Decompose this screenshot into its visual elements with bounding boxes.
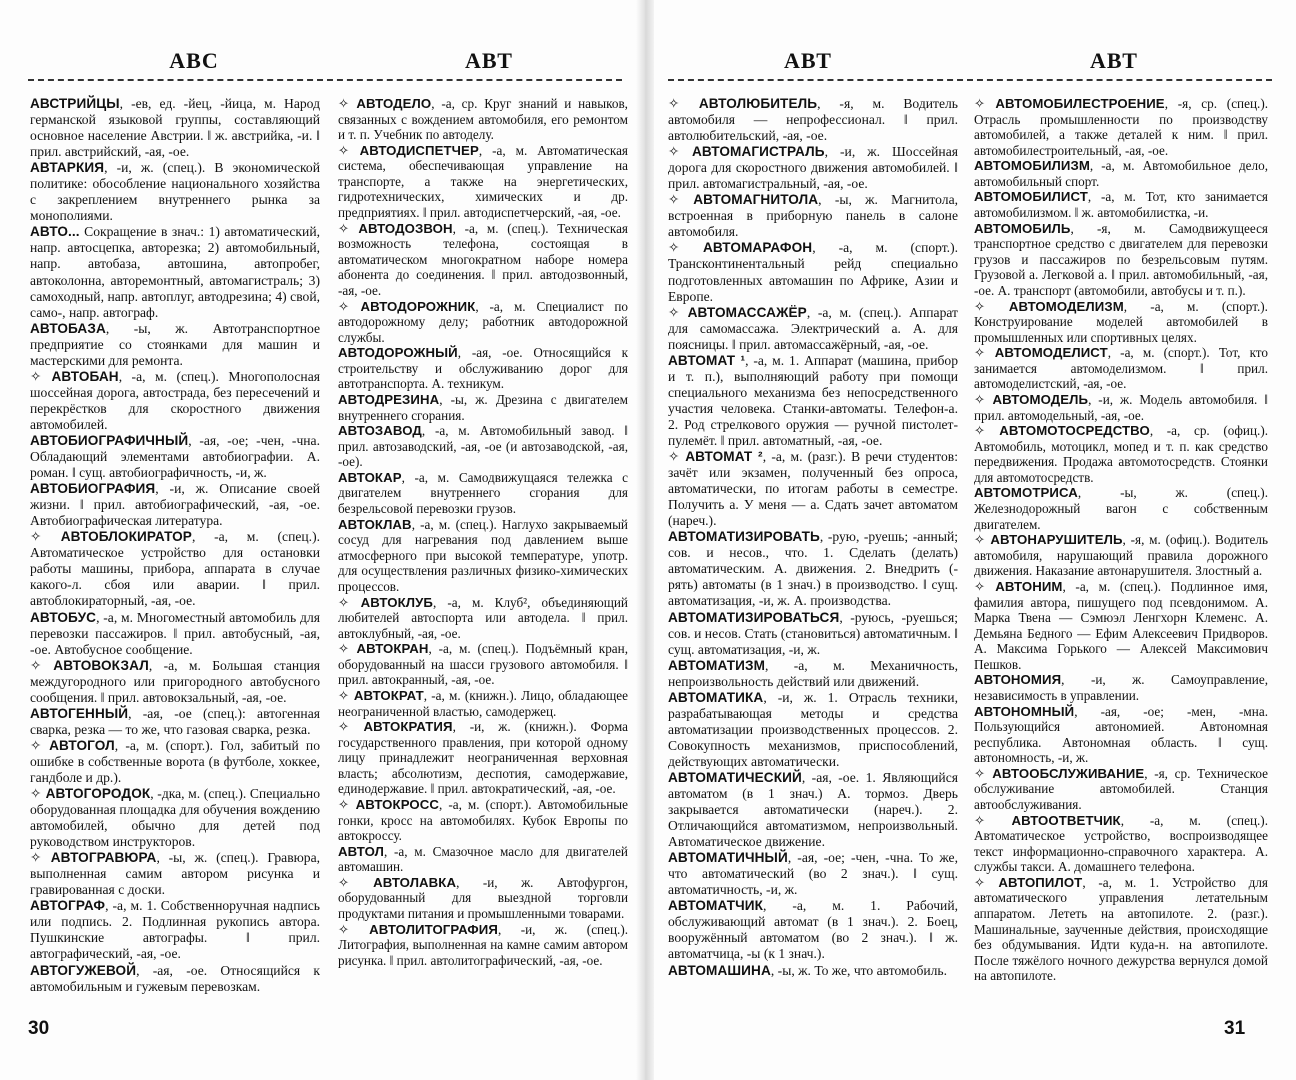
dictionary-entry [668, 449, 958, 529]
dictionary-entry [974, 345, 1268, 392]
headword: АВТОГРАФ [30, 898, 106, 914]
dictionary-entry [974, 875, 1268, 984]
dictionary-entry [974, 579, 1268, 672]
dictionary-entry [30, 321, 320, 369]
headword: ✧ АВТОКРАТ [338, 687, 424, 703]
definition: , -и, ж. Модель автомобиля. ‖ прил. автомодельный, -ая, -ое. [974, 391, 1268, 423]
headword: АВТОБИОГРАФИЯ [30, 481, 156, 497]
dictionary-entry [974, 221, 1268, 299]
dictionary-entry [30, 738, 320, 786]
dictionary-entry [668, 658, 958, 690]
dictionary-entry [338, 844, 628, 875]
headword: АВТОМОБИЛЬ [974, 220, 1071, 236]
definition: , -а, м. (спец.). Подлинное имя, фамилия автора, пишущего под псевдонимом. А. Марка Твена — Сэмюэл Ленгхорн Клеменс. А. Демьяна Бедного — Ефим Алексеевич Придворов. А. Максима Горького — Алексей Максимович Пешков. [974, 578, 1268, 672]
headword: ✧ АВТОДИСПЕТЧЕР [338, 142, 479, 158]
dictionary-entry [668, 96, 958, 144]
headword: ✧ АВТОЛЮБИТЕЛЬ [668, 96, 818, 111]
dictionary-entry [338, 517, 628, 595]
headword: ✧ АВТОГОЛ [30, 737, 115, 753]
definition: , -я, м. Самодвижущееся транспортное средство с двигателем для перевозки грузов и пассажиров по безрельсовым путям. Грузовой а. Легковой а. ‖ прил. автомобильный, -ая, -ое. А. транспорт (автомобили, автобусы и т. п.). [974, 220, 1268, 298]
dictionary-entry [974, 392, 1268, 423]
dictionary-entry [668, 240, 958, 304]
definition: , -а, м. (спорт.). Тот, кто занимается автомоделизмом. ‖ прил. автомоделистский, -ая, -ое. [974, 345, 1268, 392]
headword: ✧ АВТОГРАВЮРА [30, 850, 157, 866]
dictionary-entry [338, 392, 628, 423]
definition: , -ая, -ое. Относящийся к строительству и обслуживанию дорог для автотранспорта. А. техникум. [338, 345, 628, 392]
dictionary-entry [668, 898, 958, 962]
headword: ✧ АВТОМАГИСТРАЛЬ [668, 144, 825, 160]
dictionary-entry [30, 850, 320, 898]
definition: , -я, ср. (спец.). Отрасль промышленности по производству автомобилей, а также деталей к ним. ‖ прил. автомобилестроительный, -ая, -ое. [974, 96, 1269, 158]
dictionary-entry [30, 898, 320, 962]
headword: АВТОМОБИЛИЗМ [974, 158, 1090, 174]
dictionary-entry [338, 299, 628, 346]
definition: , -и, ж. Автофургон, оборудованный для выездной торговли продуктами питания и промышленными товарами. [338, 874, 628, 922]
definition: , -а, м. (спец.). Аппарат для самомассажа. Электрический а. А. для поясницы. ‖ прил. автомассажёрный, -ая, -ое. [668, 304, 958, 352]
definition: , -ая, -ое; -чен, -чна. Обладающий элементами автобиографии. А. роман. ‖ сущ. автобиографичность, -и, ж. [30, 432, 320, 481]
definition: , -а, м. (спорт.). Конструирование моделей автомобилей в промышленных или спортивных целях. [974, 298, 1268, 345]
definition: , -ы, ж. (спец.). Железнодорожный вагон с собственным двигателем. [974, 485, 1268, 532]
dictionary-entry [974, 299, 1268, 346]
dictionary-entry [30, 963, 320, 995]
definition: , -ы, ж. Дрезина с двигателем внутреннего сгорания. [338, 391, 628, 423]
definition: , -я, м. (офиц.). Водитель автомобиля, нарушающий правила дорожного движения. Наказание автонарушителя. Злостный а. [974, 532, 1269, 579]
dictionary-entry [974, 813, 1268, 875]
definition: , -ы, ж. (спец.). Гравюра, выполненная самим автором рисунка и гравированная с доски. [30, 850, 320, 898]
headword: ✧ АВТООБСЛУЖИВАНИЕ [974, 765, 1145, 781]
headword: АВТОЛ [338, 843, 384, 859]
definition: , -ая, -ое; -мен, -мна. Пользующийся автономией. Автономная республика. Автономная область. ‖ сущ. автономность, -и, ж. [974, 703, 1268, 766]
headword: ✧ АВТОМОДЕЛИСТ [974, 345, 1108, 361]
headword: ✧ АВТОМАРАФОН [668, 240, 813, 256]
headword: ✧ АВТОМОТОСРЕДСТВО [974, 423, 1150, 439]
definition: , -а, м. Самодвижущаяся тележка с двигателем внутреннего сгорания для безрельсовой перевозки грузов. [338, 469, 628, 517]
definition: , -и, ж. Шоссейная дорога для скоростного движения автомобилей. ‖ прил. автомагистральный, -ая, -ое. [668, 144, 958, 192]
dictionary-entry [338, 423, 628, 470]
definition: , -а, м. Многоместный автомобиль для перевозки пассажиров. ‖ прил. автобусный, -ая, -ое. Автобусное сообщение. [30, 609, 320, 657]
definition: , -а, м. Автоматическая система, обеспечивающая управление на транспорте, а также на энергетических, гидротехнических, химических и др. предприятиях. ‖ прил. автодиспетчерский, -ая, -ое. [338, 142, 628, 221]
headword: АВТОБУС [30, 609, 97, 625]
headword: АВТОКЛАВ [338, 516, 412, 532]
definition: , -а, м. Тот, кто занимается автомобилизмом. ‖ ж. автомобилистка, -и. [974, 189, 1268, 221]
headword: ✧ АВТОМАССАЖЁР [668, 304, 807, 320]
definition: , -и, ж. (спец.). Литография, выполненная на камне самим автором рисунка. ‖ прил. автолитографический, -ая, -ое. [338, 921, 629, 968]
dictionary-entry [30, 224, 320, 320]
headword: АВТАРКИЯ [30, 160, 105, 176]
headword: АВТОГУЖЕВОЙ [30, 962, 137, 978]
headword: ✧ АВТОВОКЗАЛ [30, 657, 149, 673]
dictionary-entry [30, 433, 320, 481]
headword: ✧ АВТОЛИТОГРАФИЯ [338, 921, 498, 937]
dictionary-entry [974, 189, 1268, 220]
definition: , -ая, -ое (спец.): автогенная сварка, резка — то же, что газовая сварка, резка. [30, 705, 320, 737]
running-head-right: АВТ [1090, 48, 1138, 73]
left-page [0, 0, 642, 1080]
headword: АВТОБИОГРАФИЧНЫЙ [30, 432, 189, 448]
headword: ✧ АВТОНАРУШИТЕЛЬ [974, 532, 1123, 548]
headword: АВТОДОРОЖНЫЙ [338, 345, 458, 361]
definition: , -и, ж. (спец.). В экономической политике: обособление национального хозяйства с закреплением внутреннего рынка за монополиями. [30, 160, 320, 224]
definition: , -а, м. (книжн.). Лицо, обладающее неограниченной властью, самодержец. [338, 687, 628, 719]
headword: ✧ АВТОКЛУБ [338, 594, 433, 610]
definition: , -а, м. Механичность, непроизвольность действий или движений. [668, 657, 958, 689]
definition: , -и, ж. 1. Отрасль техники, разрабатывающая методы и средства автоматизации производственных процессов. 2. Совокупность механизмов, приспособлений, действующих автоматически. [668, 689, 958, 769]
dictionary-entry [30, 658, 320, 706]
column [668, 96, 958, 979]
dictionary-entry [974, 766, 1268, 813]
headword: АВТОГЕННЫЙ [30, 705, 129, 721]
headword: АВТО... [30, 224, 80, 240]
headword: АВТОМАШИНА [668, 962, 771, 978]
dictionary-entry [668, 144, 958, 192]
dictionary-entry [338, 641, 628, 688]
headword: ✧ АВТОЛАВКА [338, 874, 457, 890]
dictionary-entry [974, 532, 1268, 579]
dictionary-entry [974, 158, 1268, 189]
dictionary-entry [668, 770, 958, 850]
column [30, 96, 320, 995]
header-rule [28, 79, 622, 81]
dictionary-entry [30, 706, 320, 738]
definition: , -а, м. Смазочное масло для двигателей автомашин. [338, 843, 628, 875]
headword: АВТОМОТРИСА [974, 485, 1078, 501]
dictionary-entry [974, 704, 1268, 766]
definition: , -и, ж. Описание своей жизни. ‖ прил. автобиографический, -ая, -ое. Автобиографическая литература. [30, 481, 320, 529]
dictionary-entry [338, 688, 628, 719]
definition: , -а, м. (спец.). Наглухо закрываемый сосуд для нагревания под давлением выше атмосферного при высокой температуре, употр. для осуществления различных физико-химических процессов. [338, 516, 628, 594]
dictionary-entry [668, 305, 958, 353]
headword: ✧ АВТОДОЗВОН [338, 220, 453, 236]
headword: АВСТРИЙЦЫ [30, 96, 120, 111]
headword: ✧ АВТОКРАН [338, 641, 429, 657]
dictionary-entry [338, 96, 628, 143]
definition: , -а, ср. (офиц.). Автомобиль, мотоцикл, мопед и т. п. как средство передвижения. Продажа автомотосредств. Стоянки для автомотосредств. [974, 423, 1269, 485]
dictionary-entry [338, 143, 628, 221]
definition: , -дка, м. (спец.). Специально оборудованная площадка для обучения вождению автомобилей, обычно для детей под руководством инструкторов. [30, 786, 320, 850]
dictionary-entry [30, 369, 320, 433]
dictionary-entry [974, 96, 1268, 158]
definition: , -рую, -руешь; -анный; сов. и несов., что. 1. Сделать (делать) автоматическим. А. движения. 2. Внедрить (-рять) автоматы (в 1 знач.) в производство. ‖ сущ. автоматизация, -и, ж. А. производства. [668, 529, 958, 609]
definition: , -а, ср. Круг знаний и навыков, связанных с вождением автомобиля, его ремонтом и т. п. Учебник по автоделу. [338, 96, 628, 143]
dictionary-entry [338, 221, 628, 299]
headword: АВТОНОМИЯ [974, 672, 1062, 688]
column [338, 96, 628, 968]
column [974, 96, 1268, 984]
right-page [648, 0, 1296, 1080]
headword: АВТОНОМНЫЙ [974, 703, 1075, 719]
headword: ✧ АВТОБАН [30, 368, 119, 384]
headword: АВТОБАЗА [30, 320, 106, 336]
headword: ✧ АВТОМОБИЛЕСТРОЕНИЕ [974, 96, 1165, 111]
headword: АВТОМАТИЗИРОВАТЬСЯ [668, 609, 840, 625]
headword: ✧ АВТОМОДЕЛЬ [974, 391, 1089, 407]
headword: ✧ АВТООТВЕТЧИК [974, 812, 1121, 828]
headword: ✧ АВТОМОДЕЛИЗМ [974, 298, 1124, 314]
definition: , -я, м. Водитель автомобиля — непрофессионал. ‖ прил. автолюбительский, -ая, -ое. [668, 96, 958, 144]
definition: , -ая, -ое; -чен, -чна. То же, что автоматический (во 2 знач.). ‖ сущ. автоматичность, -и, ж. [668, 850, 958, 898]
definition: , -а, м. (спорт.). Автомобильные гонки, кросс на автомобилях. Кубок Европы по автокроссу. [338, 797, 628, 844]
definition: , -а, м. Клуб², объединяющий любителей автоспорта или автодела. ‖ прил. автоклубный, -ая, -ое. [338, 594, 628, 641]
dictionary-entry [30, 529, 320, 609]
definition: , -а, м. (разг.). В речи студентов: зачёт или экзамен, полученный без опроса, автоматически, по итогам работы в семестре. Получить а. У меня — а. Сдать зачет автоматом (нареч.). [668, 449, 958, 529]
headword: ✧ АВТОПИЛОТ [974, 874, 1083, 890]
headword: АВТОМАТИКА [668, 689, 764, 705]
dictionary-entry [338, 470, 628, 517]
dictionary-entry [668, 690, 958, 770]
headword: ✧ АВТОДОРОЖНИК [338, 298, 476, 314]
definition: , -а, м. 1. Рабочий, обслуживающий автомат (в 1 знач.). 2. Боец, вооружённый автоматом (во 2 знач.). ‖ ж. автоматчица, -ы (к 1 знач.). [668, 898, 958, 962]
headword: АВТОМАТЧИК [668, 898, 764, 914]
dictionary-entry [974, 485, 1268, 532]
definition: , -а, м. 1. Собственноручная надпись или подпись. 2. Подлинная рукопись автора. Пушкинские автографы. ‖ прил. автографический, -ая, -ое. [30, 898, 320, 962]
headword: ✧ АВТОМАГНИТОЛА [668, 192, 819, 208]
definition: , -а, м. 1. Устройство для автоматического управления летательным аппаратом. Лететь на автопилоте. 2. (разг.). Машинальные, заученные действия, происходящие без обдумывания. Идти куда-н. на автопилоте. После тяжёлого ночного дежурства вернулся домой на автопилоте. [974, 874, 1268, 984]
headword: ✧ АВТОДЕЛО [338, 96, 432, 111]
definition: , -ы, ж. Автотранспортное предприятие со стоянками для машин и мастерскими для ремонта. [30, 320, 320, 368]
definition: , -ев, ед. -йец, -йица, м. Народ германской языковой группы, составляющий основное население Австрии. ‖ ж. австрийка, -и. ‖ прил. австрийский, -ая, -ое. [30, 96, 320, 160]
definition: , -а, м. (спорт.). Трансконтинентальный рейд специально подготовленных автомашин по Африке, Азии и Европе. [668, 240, 959, 304]
definition: , -а, м. (спорт.). Гол, забитый по ошибке в собственные ворота (в футболе, хоккее, гандболе и др.). [30, 737, 320, 785]
dictionary-entry [668, 353, 958, 449]
dictionary-entry [974, 423, 1268, 485]
headword: АВТОДРЕЗИНА [338, 391, 440, 407]
definition: , -а, м. Специалист по автодорожному делу; работник автодорожной службы. [338, 298, 629, 345]
running-head-left: АВТ [784, 48, 832, 73]
headword: ✧ АВТОКРОСС [338, 797, 440, 813]
definition: , -и, ж. Самоуправление, независимость в управлении. [974, 672, 1268, 703]
definition: , -а, м. Автомобильный завод. ‖ прил. автозаводский, -ая, -ое (и автозаводской, -ая, -ое). [338, 423, 628, 470]
dictionary-entry [338, 797, 628, 844]
dictionary-entry [338, 719, 628, 797]
page-number: 31 [1224, 1018, 1246, 1039]
headword: ✧ АВТОНИМ [974, 578, 1063, 594]
headword: АВТОМАТ ¹ [668, 352, 746, 368]
dictionary-entry [30, 481, 320, 529]
definition: , -ая, -ое. Относящийся к автомобильным и гужевым перевозкам. [30, 962, 320, 994]
dictionary-entry [668, 529, 958, 609]
definition: , -а, м. (спец.). Автоматическое устройство для остановки работы машины, прибора, аппарата в случае какого-л. сбоя или аварии. ‖ прил. автоблокираторный, -ая, -ое. [30, 529, 320, 609]
definition: , -а, м. (спец.). Многополосная шоссейная дорога, автострада, без пересечений и перекрёстков для скоростного движения автомобилей. [30, 368, 320, 432]
headword: АВТОЗАВОД [338, 423, 422, 439]
definition: , -ы, ж. Магнитола, встроенная в приборную панель в салоне автомобиля. [668, 192, 958, 240]
header-rule [668, 79, 1272, 81]
dictionary-entry [338, 595, 628, 642]
definition: , -а, м. Автомобильное дело, автомобильный спорт. [974, 158, 1268, 189]
dictionary-entry [668, 192, 958, 240]
definition: , -а, м. (спец.). Автоматическое устройство, воспроизводящее текст информационно-справочного характера. А. службы такси. А. домашнего телефона. [974, 812, 1268, 875]
definition: , -и, ж. (книжн.). Форма государственного правления, при которой одному лицу принадлежит неограниченная верховная власть; абсолютизм, деспотия, самодержавие, единодержавие. ‖ прил. автократический, -ая, -ое. [338, 719, 628, 797]
running-head-left: АВС [169, 48, 219, 73]
definition: , -я, ср. Техническое обслуживание автомобилей. Станция автообслуживания. [974, 765, 1269, 813]
definition: , -а, м. (спец.). Техническая возможность телефона, состоящая в автоматическом многократном наборе номера абонента до соединения. ‖ прил. автодозвонный, -ая, -ое. [338, 220, 628, 298]
definition: , -а, м. (спец.). Подъёмный кран, оборудованный на шасси грузового автомобиля. ‖ прил. автокранный, -ая, -ое. [338, 641, 628, 688]
dictionary-entry [338, 875, 628, 922]
dictionary-entry [974, 672, 1268, 703]
dictionary-entry [30, 96, 320, 160]
headword: АВТОКАР [338, 469, 402, 485]
headword: ✧ АВТОБЛОКИРАТОР [30, 529, 192, 545]
headword: ✧ АВТОМАТ ² [668, 449, 763, 465]
headword: ✧ АВТОКРАТИЯ [338, 719, 453, 735]
dictionary-entry [30, 610, 320, 658]
dictionary-entry [338, 922, 628, 969]
headword: АВТОМАТИЗМ [668, 657, 766, 673]
dictionary-entry [30, 786, 320, 850]
headword: ✧ АВТОГОРОДОК [30, 786, 151, 802]
headword: АВТОМАТИЗИРОВАТЬ [668, 529, 820, 545]
definition: , -а, м. 1. Аппарат (машина, прибор и т. п.), выполняющий работу при помощи специального механизма без непосредственного участия человека. Станки-автоматы. Телефон-а. 2. Род стрелкового оружия — ручной пистолет-пулемёт. ‖ прил. автоматный, -ая, -ое. [668, 352, 958, 448]
definition: , -ая, -ое. 1. Являющийся автоматом (в 1 знач.) А. тормоз. Дверь закрывается автоматически (нареч.). 2. Отличающийся автоматизмом, непроизвольный. Автоматическое движение. [668, 769, 958, 850]
definition: Сокращение в знач.: 1) автоматический, напр. автосцепка, авторезка; 2) автомобильный, напр. автобаза, автошина, автопробег, автоколонна, авторемонтный, автомагистраль; 3) самоходный, напр. автоплуг, автодрезина; 4) свой, само-, напр. автограф. [30, 224, 320, 320]
headword: АВТОМОБИЛИСТ [974, 189, 1088, 205]
dictionary-entry [338, 345, 628, 392]
headword: АВТОМАТИЧНЫЙ [668, 850, 788, 866]
dictionary-entry [668, 850, 958, 898]
definition: , -ы, ж. То же, что автомобиль. [770, 962, 948, 978]
dictionary-entry [30, 160, 320, 224]
definition: , -руюсь, -руешься; сов. и несов. Стать (становиться) автоматичным. ‖ сущ. автоматизация, -и, ж. [668, 609, 958, 657]
dictionary-entry [668, 610, 958, 658]
headword: АВТОМАТИЧЕСКИЙ [668, 769, 802, 785]
dictionary-entry [668, 963, 958, 979]
page-number: 30 [28, 1018, 50, 1039]
definition: , -а, м. Большая станция междугородного или пригородного автобусного сообщения. ‖ прил. автовокзальный, -ая, -ое. [30, 657, 320, 705]
running-head-right: АВТ [465, 48, 513, 73]
